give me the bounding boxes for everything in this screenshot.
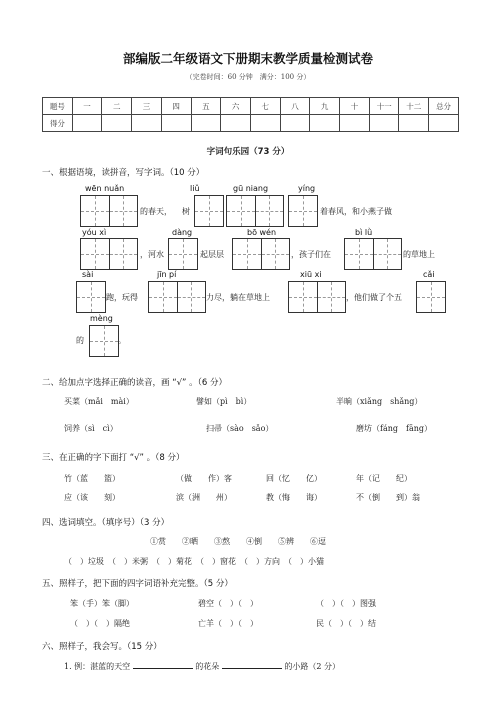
writing-box[interactable] <box>89 325 119 357</box>
q6-example-b: 的花朵 <box>195 662 220 671</box>
score-table-header-cell: 总分 <box>429 98 459 115</box>
q2-item[interactable]: 譬如（pì bì） <box>196 397 252 406</box>
writing-box[interactable] <box>80 195 138 227</box>
writing-box[interactable] <box>194 195 224 227</box>
q5-item[interactable]: 民（ ）（ ）结 <box>316 619 376 628</box>
q1-text: 的草地上 <box>403 250 435 259</box>
q1-text: 跑，玩得 <box>106 293 138 302</box>
q4-title: 四、选词填空。（填序号）（3 分） <box>42 518 170 528</box>
q1-text: 树 <box>182 207 190 216</box>
score-table-score-cell[interactable] <box>310 115 340 132</box>
q3-item[interactable]: 教（悔 诲） <box>266 493 322 502</box>
q3-item[interactable]: 竹（蓝 篮） <box>64 474 120 483</box>
q3-item[interactable]: 应（该 刻） <box>64 493 120 502</box>
q1-text: 的春天， <box>140 207 172 216</box>
q3-title: 三、在正确的字下面打 “√” 。（8 分） <box>42 453 185 463</box>
q4-options: ①赏 ②晒 ③熬 ④倒 ⑤辨 ⑥逗 <box>150 537 326 546</box>
score-table-header-cell: 八 <box>280 98 310 115</box>
score-table-header-cell: 题号 <box>43 98 73 115</box>
score-table-header-cell: 十一 <box>369 98 399 115</box>
q3-item[interactable]: 年（记 纪） <box>356 474 412 483</box>
score-table-score-cell[interactable] <box>191 115 221 132</box>
q6-example-c: 的小路（2 分） <box>284 662 341 671</box>
q1-text: 力尽，躺在草地上 <box>206 293 270 302</box>
score-table-score-cell[interactable] <box>132 115 162 132</box>
q1-pinyin: bō wén <box>247 228 277 237</box>
writing-box[interactable] <box>226 195 284 227</box>
q5-item[interactable]: 笨（手）笨（脚） <box>70 599 134 608</box>
q1-text: 的 <box>76 336 84 345</box>
q1-text: 起层层 <box>200 250 224 259</box>
score-table-score-cell[interactable] <box>250 115 280 132</box>
score-table-score-cell[interactable] <box>340 115 370 132</box>
q1-pinyin: yóu xì <box>82 228 107 237</box>
writing-box[interactable] <box>80 238 138 270</box>
q1-text: ，孩子们在 <box>291 250 331 259</box>
writing-box[interactable] <box>416 281 446 313</box>
q2-item[interactable]: 磨坊（fáng fāng） <box>356 424 433 433</box>
score-table-header-cell: 十 <box>340 98 370 115</box>
q1-pinyin: mèng <box>90 314 113 323</box>
writing-box[interactable] <box>288 195 318 227</box>
q1-text: 着春风，和小燕子做 <box>320 207 392 216</box>
score-table-score-cell[interactable] <box>161 115 191 132</box>
page-title: 部编版二年级语文下册期末教学质量检测试卷 <box>122 51 373 66</box>
answer-blank[interactable] <box>133 668 193 669</box>
q1-pinyin: gū niang <box>233 184 269 193</box>
score-table-header-cell: 二 <box>102 98 132 115</box>
q2-title: 二、给加点字选择正确的读音，画 “√” 。（6 分） <box>42 378 227 388</box>
q3-item[interactable]: 回（忆 亿） <box>266 474 322 483</box>
score-table-score-cell[interactable] <box>280 115 310 132</box>
score-table-score-cell[interactable] <box>369 115 399 132</box>
score-table-header-cell: 九 <box>310 98 340 115</box>
score-table-score-row <box>43 115 459 132</box>
q2-item[interactable]: 扫帚（sào sǎo） <box>206 424 274 433</box>
score-table-score-cell[interactable] <box>399 115 429 132</box>
q1-text: ，河水 <box>140 250 164 259</box>
q1-text: ，他们做了个五 <box>346 293 402 302</box>
score-table-header-cell: 六 <box>221 98 251 115</box>
part-title: 字词句乐园（73 分） <box>206 147 290 157</box>
score-table-header-cell: 三 <box>132 98 162 115</box>
q1-title: 一、根据语境，读拼音，写字词。（10 分） <box>42 168 205 178</box>
q5-item[interactable]: 碧空（ ）（ ） <box>198 599 258 608</box>
q1-pinyin: liǔ <box>190 184 200 193</box>
score-table <box>42 97 459 132</box>
score-table-score-cell[interactable] <box>221 115 251 132</box>
writing-box[interactable] <box>76 281 106 313</box>
q5-item[interactable]: （ ）（ ）隔绝 <box>70 619 130 628</box>
q1-pinyin: wēn nuǎn <box>85 184 125 193</box>
writing-box[interactable] <box>288 281 346 313</box>
score-table-header-cell: 七 <box>250 98 280 115</box>
writing-box[interactable] <box>148 281 206 313</box>
q3-item[interactable]: （做 作）客 <box>176 474 232 483</box>
score-table-score-cell: 得分 <box>43 115 73 132</box>
q1-pinyin: dàng <box>172 228 193 237</box>
page-subtitle: （完卷时间：60 分钟 满分：100 分） <box>185 73 311 81</box>
q6-title: 六、照样子，我会写。（15 分） <box>42 642 162 652</box>
q2-item[interactable]: 买菜（mǎi mài） <box>64 397 134 406</box>
q5-item[interactable]: 亡羊（ ）（ ） <box>198 619 258 628</box>
score-table-score-cell[interactable] <box>429 115 459 132</box>
q1-pinyin: bì lǜ <box>355 228 373 237</box>
q6-example-a: 1. 例：湛蓝的天空 <box>64 662 131 671</box>
q1-pinyin: xiū xi <box>300 270 322 279</box>
writing-box[interactable] <box>168 238 198 270</box>
writing-box[interactable] <box>232 238 290 270</box>
score-table-score-cell[interactable] <box>102 115 132 132</box>
q3-item[interactable]: 不（倒 到）翁 <box>356 493 420 502</box>
answer-blank[interactable] <box>222 668 282 669</box>
q1-pinyin: yíng <box>298 184 316 193</box>
q5-title: 五、照样子，把下面的四字词语补充完整。（5 分） <box>42 579 233 589</box>
score-table-header-row <box>43 98 459 115</box>
q1-pinyin: jīn pí <box>157 270 177 279</box>
q2-item[interactable]: 饲养（sì cì） <box>64 424 118 433</box>
q1-text: 。 <box>118 336 126 345</box>
score-table-header-cell: 五 <box>191 98 221 115</box>
score-table-header-cell: 四 <box>161 98 191 115</box>
score-table-score-cell[interactable] <box>72 115 102 132</box>
q4-blanks[interactable]: （ ）垃圾 （ ）米粥 （ ）菊花 （ ）窗花 （ ）方向 （ ）小猫 <box>64 557 324 566</box>
q2-item[interactable]: 半晌（xiǎng shǎng） <box>336 397 423 406</box>
q5-item[interactable]: （ ）（ ）图强 <box>316 599 376 608</box>
score-table-header-cell: 十二 <box>399 98 429 115</box>
q1-pinyin: sài <box>82 270 94 279</box>
writing-box[interactable] <box>344 238 402 270</box>
q6-example <box>64 661 340 672</box>
score-table-header-cell: 一 <box>72 98 102 115</box>
q1-pinyin: cǎi <box>423 270 435 279</box>
q3-item[interactable]: 滨（洲 州） <box>176 493 232 502</box>
